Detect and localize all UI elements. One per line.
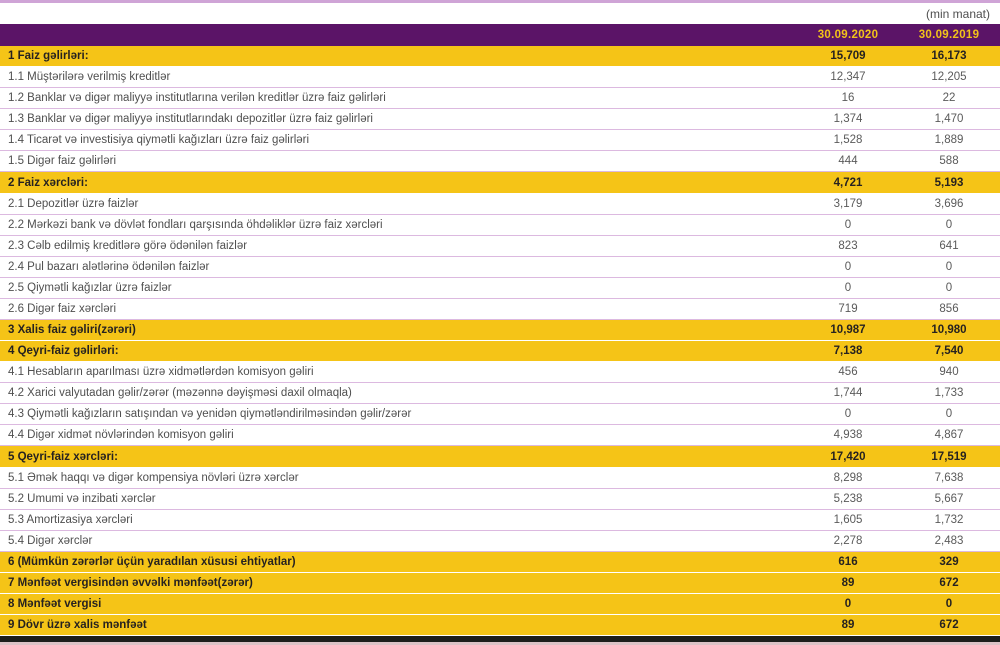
- header-col-2019: 30.09.2019: [918, 29, 980, 41]
- row-value-2019: 2,483: [934, 534, 964, 547]
- row-value-2019: 0: [945, 598, 953, 611]
- row-value-2020: 0: [844, 281, 852, 294]
- row-value-2019: 940: [939, 366, 959, 379]
- row-value-2020: 10,987: [830, 324, 866, 337]
- row-value-2019: 5,193: [934, 176, 964, 189]
- row-value-2020: 5,238: [833, 492, 863, 505]
- row-value-2019: 672: [939, 576, 959, 589]
- header-col-2020: 30.09.2020: [817, 29, 879, 41]
- row-value-2019: 22: [942, 92, 956, 105]
- row-value-2020: 4,938: [833, 429, 863, 442]
- table-row: [0, 130, 1000, 151]
- row-label: 9 Dövr üzrə xalis mənfəət: [8, 619, 147, 632]
- row-label: 1.2 Banklar və digər maliyyə institutlarına verilən kreditlər üzrə faiz gəlirləri: [8, 92, 386, 105]
- table-row: [0, 510, 1000, 531]
- table-row: [0, 468, 1000, 489]
- row-label: 7 Mənfəət vergisindən əvvəlki mənfəət(zərər): [8, 576, 253, 589]
- table-body: [0, 46, 1000, 636]
- row-value-2020: 2,278: [833, 534, 863, 547]
- table-row: [0, 383, 1000, 404]
- table-row: [0, 257, 1000, 278]
- row-value-2020: 15,709: [830, 50, 866, 63]
- row-label: 2.6 Digər faiz xərcləri: [8, 302, 117, 315]
- row-value-2019: 672: [939, 619, 959, 632]
- table-row: [0, 278, 1000, 299]
- row-label: 1.4 Ticarət və investisiya qiymətli kağızları üzrə faiz gəlirləri: [8, 134, 310, 147]
- row-value-2020: 89: [841, 619, 855, 632]
- row-value-2019: 3,696: [934, 197, 964, 210]
- table-row: [0, 615, 1000, 636]
- table-row: [0, 67, 1000, 88]
- table-row: [0, 151, 1000, 172]
- row-value-2019: 4,867: [934, 429, 964, 442]
- table-row: [0, 172, 1000, 193]
- row-value-2019: 12,205: [931, 71, 967, 84]
- row-value-2020: 0: [844, 218, 852, 231]
- table-header-row: [0, 24, 1000, 46]
- row-value-2019: 641: [939, 239, 959, 252]
- row-value-2020: 0: [844, 408, 852, 421]
- row-value-2019: 7,638: [934, 471, 964, 484]
- row-label: 2.4 Pul bazarı alətlərinə ödənilən faizlər: [8, 260, 210, 273]
- table-row: [0, 531, 1000, 552]
- row-value-2020: 0: [844, 260, 852, 273]
- row-value-2020: 0: [844, 598, 852, 611]
- row-value-2020: 8,298: [833, 471, 863, 484]
- row-value-2020: 12,347: [830, 71, 866, 84]
- table-row: [0, 573, 1000, 594]
- row-value-2019: 856: [939, 302, 959, 315]
- row-value-2019: 0: [945, 218, 953, 231]
- table-row: [0, 88, 1000, 109]
- row-label: 5.3 Amortizasiya xərcləri: [8, 513, 133, 526]
- row-value-2019: 0: [945, 260, 953, 273]
- table-row: [0, 215, 1000, 236]
- table-row: [0, 362, 1000, 383]
- table-row: [0, 236, 1000, 257]
- table-row: [0, 489, 1000, 510]
- row-value-2020: 1,528: [833, 134, 863, 147]
- row-value-2020: 1,374: [833, 113, 863, 126]
- row-value-2019: 329: [939, 555, 959, 568]
- table-row: [0, 446, 1000, 467]
- row-label: 4.3 Qiymətli kağızların satışından və yenidən qiymətləndirilməsindən gəlir/zərər: [8, 408, 412, 421]
- table-row: [0, 320, 1000, 341]
- row-value-2020: 4,721: [833, 176, 863, 189]
- table-row: [0, 552, 1000, 573]
- row-label: 4.4 Digər xidmət növlərindən komisyon gəliri: [8, 429, 234, 442]
- row-value-2020: 1,605: [833, 513, 863, 526]
- row-label: 4.1 Hesabların aparılması üzrə xidmətlərdən komisyon gəliri: [8, 366, 314, 379]
- row-value-2019: 588: [939, 155, 959, 168]
- row-label: 4 Qeyri-faiz gəlirləri:: [8, 345, 119, 358]
- row-label: 3 Xalis faiz gəliri(zərəri): [8, 324, 136, 337]
- row-value-2019: 10,980: [931, 324, 967, 337]
- row-value-2020: 16: [841, 92, 855, 105]
- row-label: 1 Faiz gəlirləri:: [8, 50, 89, 63]
- row-value-2020: 7,138: [833, 345, 863, 358]
- row-label: 6 (Mümkün zərərlər üçün yaradılan xüsusi ehtiyatlar): [8, 555, 296, 568]
- row-value-2019: 0: [945, 408, 953, 421]
- table-row: [0, 341, 1000, 362]
- row-value-2019: 17,519: [931, 450, 967, 463]
- row-value-2020: 823: [838, 239, 858, 252]
- row-value-2020: 456: [838, 366, 858, 379]
- row-label: 2.2 Mərkəzi bank və dövlət fondları qarşısında öhdəliklər üzrə faiz xərcləri: [8, 218, 383, 231]
- row-value-2019: 1,889: [934, 134, 964, 147]
- table-row: [0, 46, 1000, 67]
- row-label: 8 Mənfəət vergisi: [8, 598, 102, 611]
- row-label: 4.2 Xarici valyutadan gəlir/zərər (məzənnə dəyişməsi daxil olmaqla): [8, 387, 352, 400]
- row-label: 2 Faiz xərcləri:: [8, 176, 88, 189]
- table-row: [0, 425, 1000, 446]
- row-label: 5 Qeyri-faiz xərcləri:: [8, 450, 118, 463]
- row-label: 5.4 Digər xərclər: [8, 534, 93, 547]
- row-value-2020: 89: [841, 576, 855, 589]
- table-row: [0, 404, 1000, 425]
- row-value-2019: 5,667: [934, 492, 964, 505]
- row-value-2019: 1,733: [934, 387, 964, 400]
- row-value-2019: 7,540: [934, 345, 964, 358]
- row-value-2020: 3,179: [833, 197, 863, 210]
- row-label: 2.1 Depozitlər üzrə faizlər: [8, 197, 139, 210]
- row-value-2020: 719: [838, 302, 858, 315]
- row-label: 5.2 Ümumi və inzibati xərclər: [8, 492, 156, 505]
- row-value-2020: 17,420: [830, 450, 866, 463]
- row-label: 5.1 Əmək haqqı və digər kompensiya növləri üzrə xərclər: [8, 471, 299, 484]
- row-label: 1.5 Digər faiz gəlirləri: [8, 155, 117, 168]
- unit-note: (min manat): [925, 6, 990, 21]
- row-label: 1.1 Müştərilərə verilmiş kreditlər: [8, 71, 171, 84]
- row-value-2019: 1,732: [934, 513, 964, 526]
- row-label: 2.5 Qiymətli kağızlar üzrə faizlər: [8, 281, 172, 294]
- table-row: [0, 299, 1000, 320]
- row-value-2019: 16,173: [931, 50, 967, 63]
- row-value-2019: 1,470: [934, 113, 964, 126]
- table-row: [0, 109, 1000, 130]
- row-value-2019: 0: [945, 281, 953, 294]
- table-row: [0, 594, 1000, 615]
- unit-band: [0, 3, 1000, 24]
- row-label: 2.3 Cəlb edilmiş kreditlərə görə ödənilən faizlər: [8, 239, 248, 252]
- table-row: [0, 194, 1000, 215]
- row-value-2020: 1,744: [833, 387, 863, 400]
- row-value-2020: 444: [838, 155, 858, 168]
- row-label: 1.3 Banklar və digər maliyyə institutlarındakı depozitlər üzrə faiz gəlirləri: [8, 113, 373, 126]
- row-value-2020: 616: [838, 555, 858, 568]
